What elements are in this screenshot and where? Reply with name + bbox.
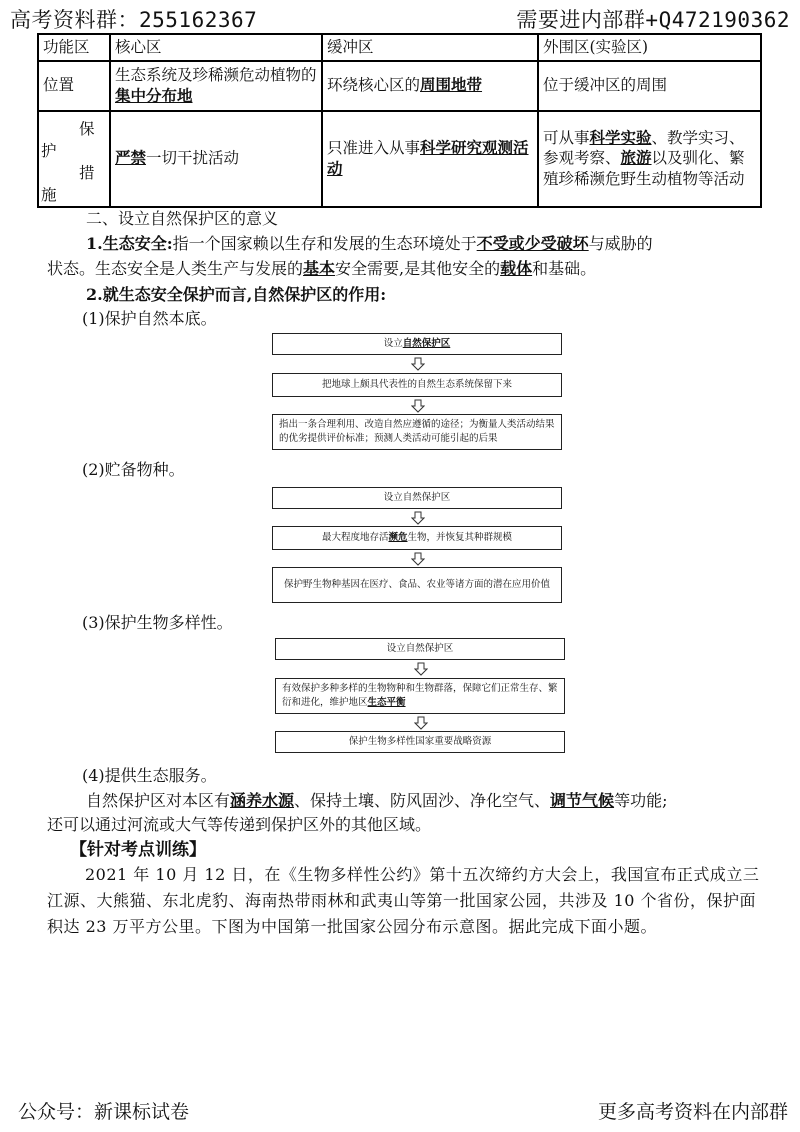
down-arrow-icon: [411, 511, 425, 525]
label-char: 护: [41, 141, 57, 160]
cell-text: 一切干扰活动: [146, 149, 240, 168]
key-term: 生态平衡: [367, 697, 406, 708]
training-text: 2021 年 10 月 12 日，在《生物多样性公约》第十五次缔约方大会上，我国宣布正式成立三江源、大熊猫、东北虎豹、海南热带雨林和武夷山等第一批国家公园，共涉及 10 个省份，保护面积达 23 万平方公里。下图为中国第一批国家公园分布示意图。据此完成下面小题。: [47, 865, 760, 936]
key-term: 严禁: [115, 148, 147, 168]
down-arrow-icon: [411, 552, 425, 566]
footer-left: 公众号：新课标试卷: [18, 1101, 190, 1123]
cell-text: 生态系统及珍稀濒危动植物的: [115, 66, 317, 84]
cell-text: 可从事: [543, 128, 590, 147]
table-row-position: [38, 61, 761, 111]
key-term: 旅游: [620, 148, 652, 168]
outer-measure-cell: [538, 111, 761, 207]
cell-text: 环绕核心区的: [327, 76, 421, 95]
text: 自然保护区对本区有: [86, 791, 231, 810]
text: 状态。生态安全是人类生产与发展的: [47, 259, 304, 278]
cell-text: 以及驯化、繁殖珍稀濒危野生动植物等活动: [543, 149, 745, 189]
header-group-number: 高考资料群：255162367: [10, 8, 258, 32]
core-position-cell: [110, 61, 322, 111]
zone-table: [37, 33, 762, 208]
flow-box: 把地球上颇具代表性的自然生态系统保留下来: [272, 373, 562, 397]
key-term: 濒危: [388, 532, 408, 543]
key-term: 载体: [500, 259, 533, 278]
flow-box: 设立自然保护区: [272, 487, 562, 509]
header-contact: 需要进内部群+Q472190362: [516, 8, 790, 32]
text: 设立: [383, 338, 403, 349]
text: 安全需要,是其他安全的: [335, 259, 501, 278]
vertical-label: [39, 113, 109, 205]
flow-box: 指出一条合理利用、改造自然应遵循的途径；为衡量人类活动结果的优劣提供评价标准；预测人类活动可能引起的后果: [272, 414, 562, 450]
flow-box: 保护生物多样性国家重要战略资源: [275, 731, 565, 753]
row-label-measures: [38, 111, 110, 207]
row-label: 位置: [38, 61, 110, 111]
flow-box: 设立自然保护区: [275, 638, 565, 660]
table-head-cell: 外围区(实验区): [538, 34, 761, 61]
item-heading: (3)保护生物多样性。: [82, 613, 233, 632]
outer-position-cell: 位于缓冲区的周围: [538, 61, 761, 111]
down-arrow-icon: [414, 716, 428, 730]
cell-text: 只准进入从事: [327, 139, 421, 157]
text: 指一个国家赖以生存和发展的生态环境处于: [172, 234, 477, 253]
item-heading: (2)贮备物种。: [82, 460, 185, 479]
table-head-cell: 功能区: [38, 34, 110, 61]
flow-box: [272, 526, 562, 550]
paragraph-ecological-security: [86, 232, 766, 256]
label-char: 施: [41, 185, 57, 204]
key-term: 科学实验: [589, 127, 652, 147]
flow-box: [275, 678, 565, 714]
down-arrow-icon: [414, 662, 428, 676]
key-term: 科学研究观测活动: [327, 138, 529, 178]
paragraph-services: [86, 789, 766, 813]
text: 最大程度地存活: [321, 532, 389, 543]
text: 等功能;: [614, 791, 668, 810]
buffer-position-cell: [322, 61, 538, 111]
key-term: 调节气候: [550, 791, 615, 810]
flow-box: 保护野生物种基因在医疗、食品、农业等诸方面的潜在应用价值: [272, 567, 562, 603]
flow-box: [272, 333, 562, 355]
table-head-cell: 核心区: [110, 34, 322, 61]
key-term: 集中分布地: [115, 85, 193, 105]
footer-right: 更多高考资料在内部群: [597, 1101, 788, 1123]
section-title: 二、设立自然保护区的意义: [86, 209, 279, 228]
table-head-cell: 缓冲区: [322, 34, 538, 61]
buffer-measure-cell: [322, 111, 538, 207]
training-title: 【针对考点训练】: [70, 840, 206, 860]
key-term: 自然保护区: [402, 338, 451, 349]
key-term: 基本: [303, 259, 336, 278]
subheading-role: 2.就生态安全保护而言,自然保护区的作用:: [86, 285, 387, 304]
key-term: 涵养水源: [230, 791, 295, 810]
item-heading: (1)保护自然本底。: [82, 309, 217, 328]
paragraph-continuation: 还可以通过河流或大气等传递到保护区外的其他区域。: [47, 815, 432, 834]
table-header-row: [38, 34, 761, 61]
text: 有效保护多种多样的生物物种和生物群落，保障它们正常生存、繁衍和进化，维护地区: [282, 683, 558, 708]
term-label: 1.生态安全:: [86, 234, 173, 253]
core-measure-cell: [110, 111, 322, 207]
key-term: 周围地带: [420, 75, 483, 95]
text: 生物，并恢复其种群规模: [407, 532, 513, 543]
table-row-measures: [38, 111, 761, 207]
text: 与威胁的: [588, 234, 653, 253]
key-term: 不受或少受破坏: [476, 234, 589, 253]
down-arrow-icon: [411, 357, 425, 371]
cell-text: 、教学实习、参观考察、: [543, 128, 745, 168]
label-char: 措: [79, 163, 95, 182]
text: 、保持土壤、防风固沙、净化空气、: [294, 791, 551, 810]
label-char: 保: [79, 119, 95, 138]
text: 和基础。: [532, 259, 597, 278]
item-heading: (4)提供生态服务。: [82, 766, 217, 785]
down-arrow-icon: [411, 399, 425, 413]
paragraph-continuation: [47, 257, 767, 281]
